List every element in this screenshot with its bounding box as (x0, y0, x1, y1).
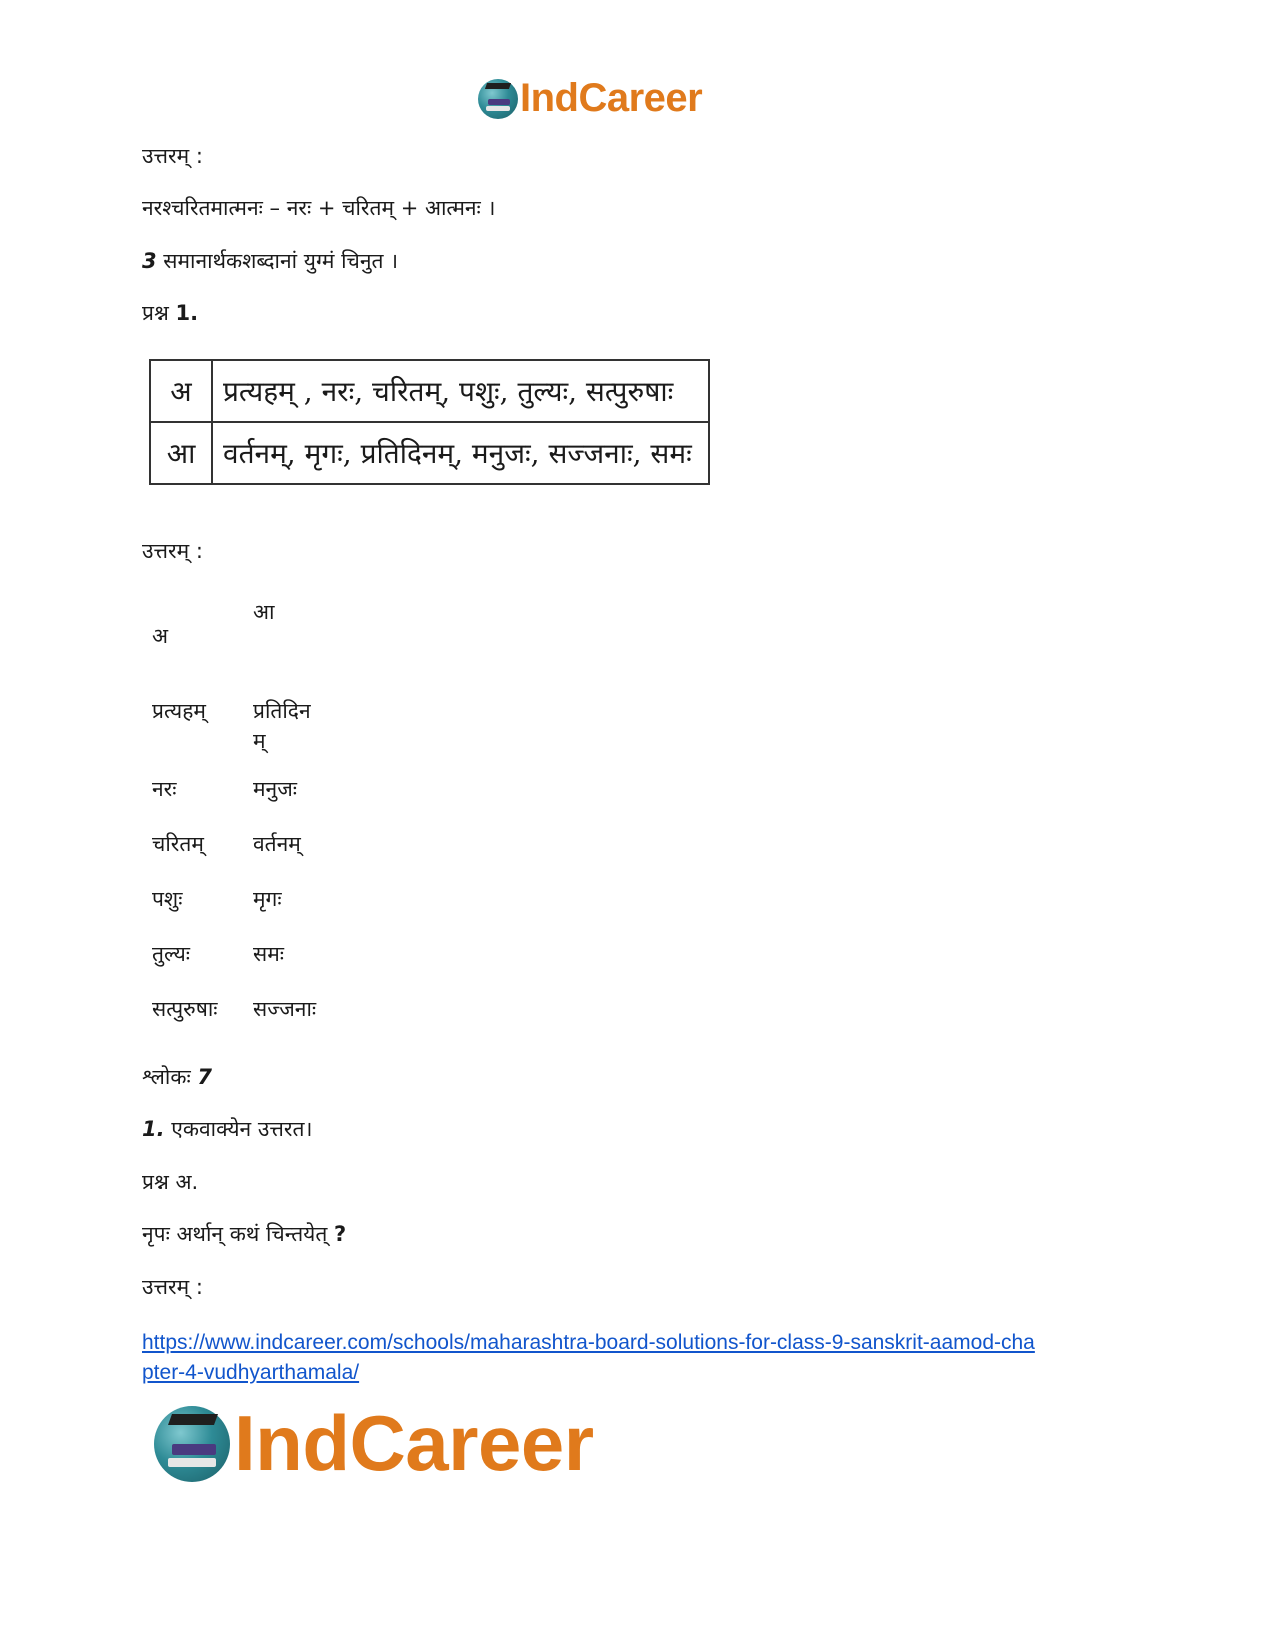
source-link-line1[interactable]: https://www.indcareer.com/schools/maharashtra-board-solutions-for-class-9-sanskrit-aamod-cha (142, 1331, 1035, 1354)
footer-logo (154, 1398, 594, 1489)
answer-col-head-a: अ (152, 624, 169, 648)
question-label-1 (142, 299, 198, 327)
answer-cell-a: नरः (152, 777, 177, 801)
answer-label-3: उत्तरम् : (142, 1275, 203, 1299)
header-logo (478, 76, 702, 121)
question-word: प्रश्न (142, 301, 176, 325)
instruction-text: एकवाक्येन उत्तरत। (164, 1117, 313, 1141)
row-key: आ (150, 422, 212, 484)
answer-label-1: उत्तरम् : (142, 144, 203, 168)
row-key: अ (150, 360, 212, 422)
answer-cell-a: पशुः (152, 887, 183, 911)
question-sentence: नृपः अर्थान् कथं चिन्तयेत् (142, 1222, 334, 1246)
answer-col-head-aa: आ (253, 600, 275, 624)
footer-logo-text: IndCareer (234, 1399, 594, 1487)
sandhi-line: नरश्चरितमात्मनः – नरः + चरितम् + आत्मनः । (142, 196, 496, 220)
shloka-word: श्लोकः (142, 1065, 198, 1089)
source-link-line2[interactable]: pter-4-vudhyarthamala/ (142, 1361, 360, 1384)
table-row (150, 422, 709, 484)
question-label-a: प्रश्न अ. (142, 1170, 199, 1194)
table-row (150, 360, 709, 422)
answer-cell-a: प्रत्यहम् (152, 699, 206, 723)
question-heading-3 (142, 247, 398, 275)
answer-cell-a: तुल्यः (152, 942, 190, 966)
question-num: 1. (175, 301, 199, 325)
row-values: वर्तनम्, मृगः, प्रतिदिनम्, मनुजः, सज्जनाः, समः (212, 422, 709, 484)
graduation-globe-icon (478, 79, 518, 119)
answer-cell-aa: सज्जनाः (253, 997, 317, 1021)
answer-cell-aa: मनुजः (253, 777, 298, 801)
answer-cell-a: चरितम् (152, 832, 204, 856)
source-link-block[interactable] (142, 1328, 1142, 1388)
instruction-line (142, 1115, 312, 1143)
question-text-line (142, 1220, 346, 1248)
answer-cell-aa-cont: म् (253, 729, 266, 753)
answer-cell-aa: प्रतिदिन (253, 699, 311, 723)
answer-cell-aa: वर्तनम् (253, 832, 301, 856)
word-options-table (149, 359, 710, 485)
question-mark: ? (334, 1222, 347, 1246)
question-text: समानार्थकशब्दानां युग्मं चिनुत । (156, 249, 399, 273)
question-number: 3 (142, 249, 157, 273)
answer-label-2: उत्तरम् : (142, 539, 203, 563)
shloka-heading (142, 1063, 212, 1091)
answer-cell-a: सत्पुरुषाः (152, 997, 218, 1021)
row-values: प्रत्यहम् , नरः, चरितम्, पशुः, तुल्यः, सत्पुरुषाः (212, 360, 709, 422)
graduation-globe-icon (154, 1406, 230, 1482)
answer-cell-aa: मृगः (253, 887, 282, 911)
instruction-number: 1. (142, 1117, 165, 1141)
shloka-number: 7 (197, 1065, 212, 1089)
header-logo-text: IndCareer (520, 76, 703, 120)
answer-cell-aa: समः (253, 942, 284, 966)
